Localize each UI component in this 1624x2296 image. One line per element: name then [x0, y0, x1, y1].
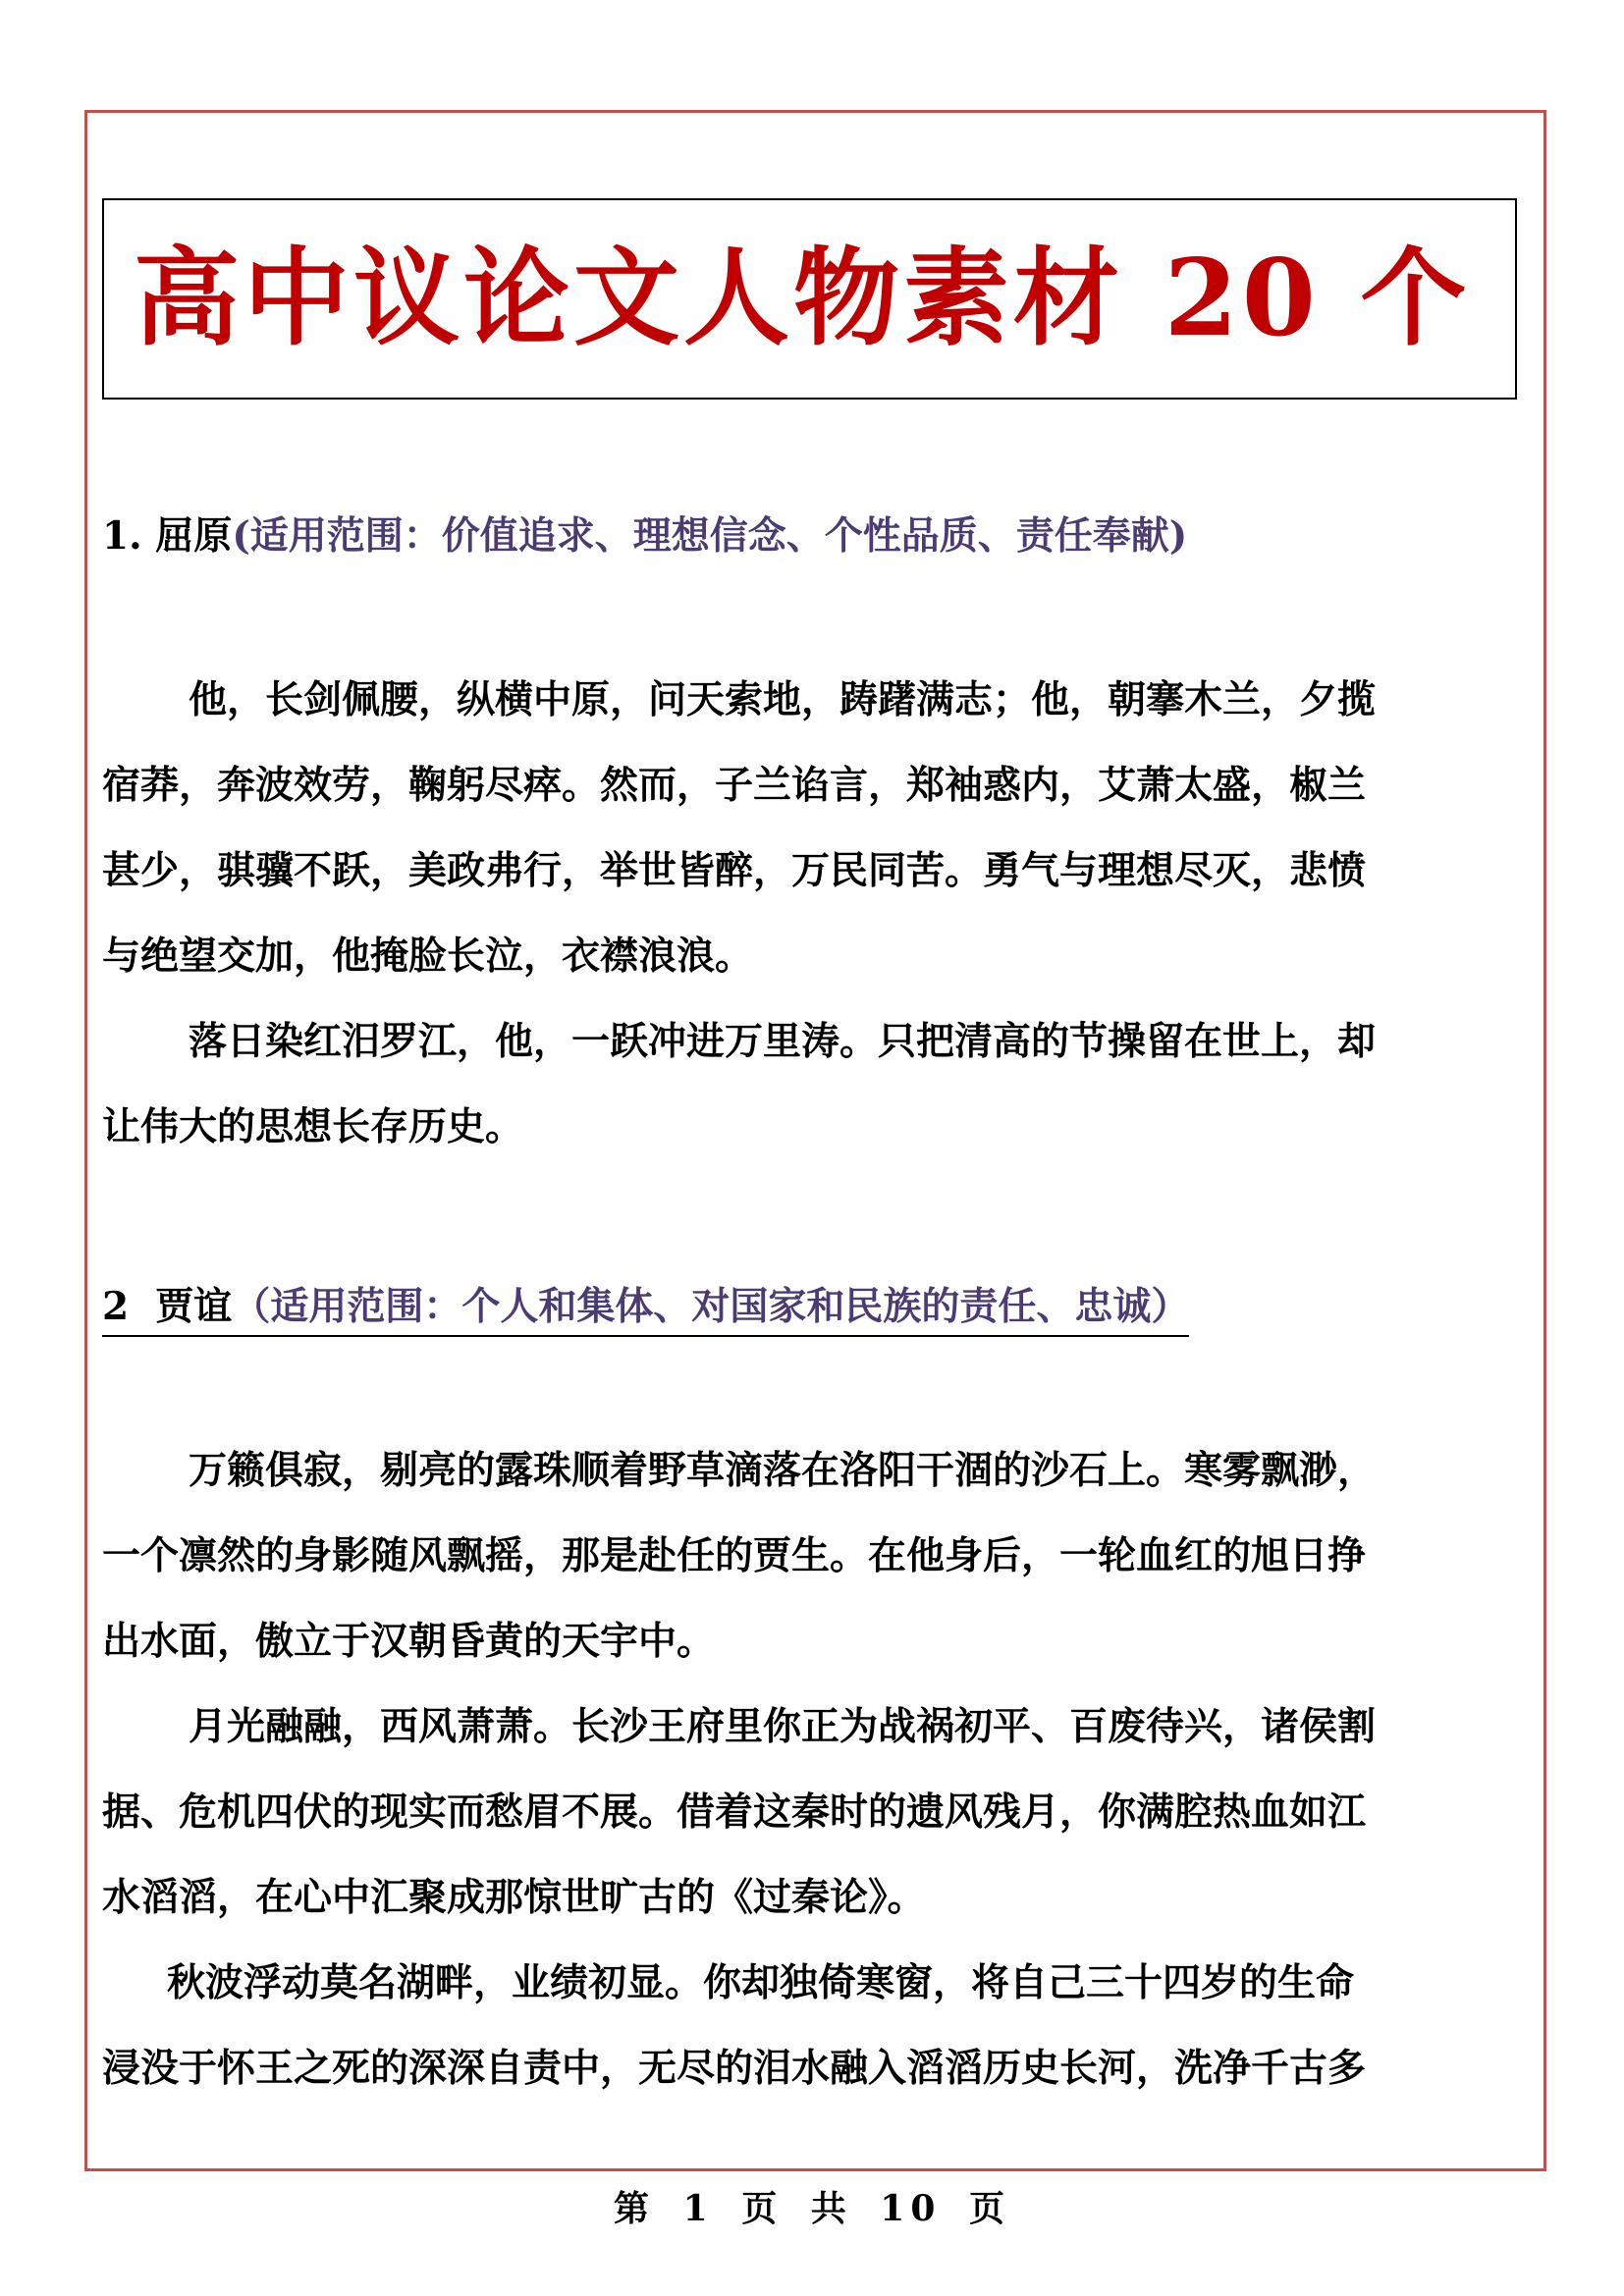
- section-scope: (适用范围：价值追求、理想信念、个性品质、责任奉献): [232, 513, 1188, 559]
- section-1-paragraph-1: [102, 658, 1536, 999]
- section-2-heading: [102, 1276, 1189, 1337]
- text-line: 让伟大的思想长存历史。: [102, 1104, 524, 1149]
- text-line: 月光融融，西风萧萧。长沙王府里你正为战祸初平、百废待兴，诸侯割: [189, 1704, 1377, 1749]
- section-1-heading: [102, 506, 1187, 561]
- text-line: 据、危机四伏的现实而愁眉不展。借着这秦时的遗风残月，你满腔热血如江: [102, 1789, 1367, 1835]
- text-line: 一个凛然的身影随风飘摇，那是赴任的贾生。在他身后，一轮血红的旭日挣: [102, 1533, 1367, 1578]
- current-page-number: 1: [682, 2188, 714, 2229]
- section-name: 屈原: [155, 513, 233, 559]
- text-line: 他，长剑佩腰，纵横中原，问天索地，踌躇满志；他，朝搴木兰，夕揽: [189, 677, 1377, 722]
- text-line: 与绝望交加，他掩脸长泣，衣襟浪浪。: [102, 934, 754, 979]
- text-line: 甚少，骐骥不跃，美政弗行，举世皆醉，万民同苦。勇气与理想尽灭，悲愤: [102, 848, 1367, 893]
- section-1-paragraph-2: [102, 999, 1536, 1170]
- page-title: 高中议论文人物素材 20 个: [134, 237, 1471, 360]
- section-2-paragraph-1: [102, 1428, 1536, 1684]
- text-line: 万籁俱寂，剔亮的露珠顺着野草滴落在洛阳干涸的沙石上。寒雾飘渺，: [189, 1448, 1377, 1493]
- section-name: 贾谊: [155, 1284, 233, 1329]
- section-number: 2: [102, 1284, 130, 1329]
- text-line: 宿莽，奔波效劳，鞠躬尽瘁。然而，子兰谄言，郑袖惑内，艾萧太盛，椒兰: [102, 763, 1367, 808]
- section-2-paragraph-2: [102, 1684, 1536, 1941]
- title-box: [102, 198, 1517, 400]
- total-page-number: 10: [880, 2188, 942, 2229]
- page-footer: [0, 2181, 1624, 2231]
- text-line: 出水面，傲立于汉朝昏黄的天宇中。: [102, 1619, 716, 1664]
- text-line: 浸没于怀王之死的深深自责中，无尽的泪水融入滔滔历史长河，洗净千古多: [102, 2046, 1367, 2091]
- section-scope: （适用范围：个人和集体、对国家和民族的责任、忠诚）: [232, 1284, 1190, 1329]
- text-line: 落日染红汨罗江，他，一跃冲进万里涛。只把清高的节操留在世上，却: [189, 1019, 1377, 1064]
- text-line: 秋波浮动莫名湖畔，业绩初显。你却独倚寒窗，将自己三十四岁的生命: [167, 1960, 1355, 2005]
- footer-suffix: 页: [968, 2188, 1010, 2229]
- section-number: 1.: [102, 513, 142, 559]
- footer-middle: 页 共: [741, 2188, 852, 2229]
- section-2-paragraph-3: [102, 1941, 1536, 2111]
- footer-prefix: 第: [614, 2188, 656, 2229]
- text-line: 水滔滔，在心中汇聚成那惊世旷古的《过秦论》。: [102, 1875, 926, 1920]
